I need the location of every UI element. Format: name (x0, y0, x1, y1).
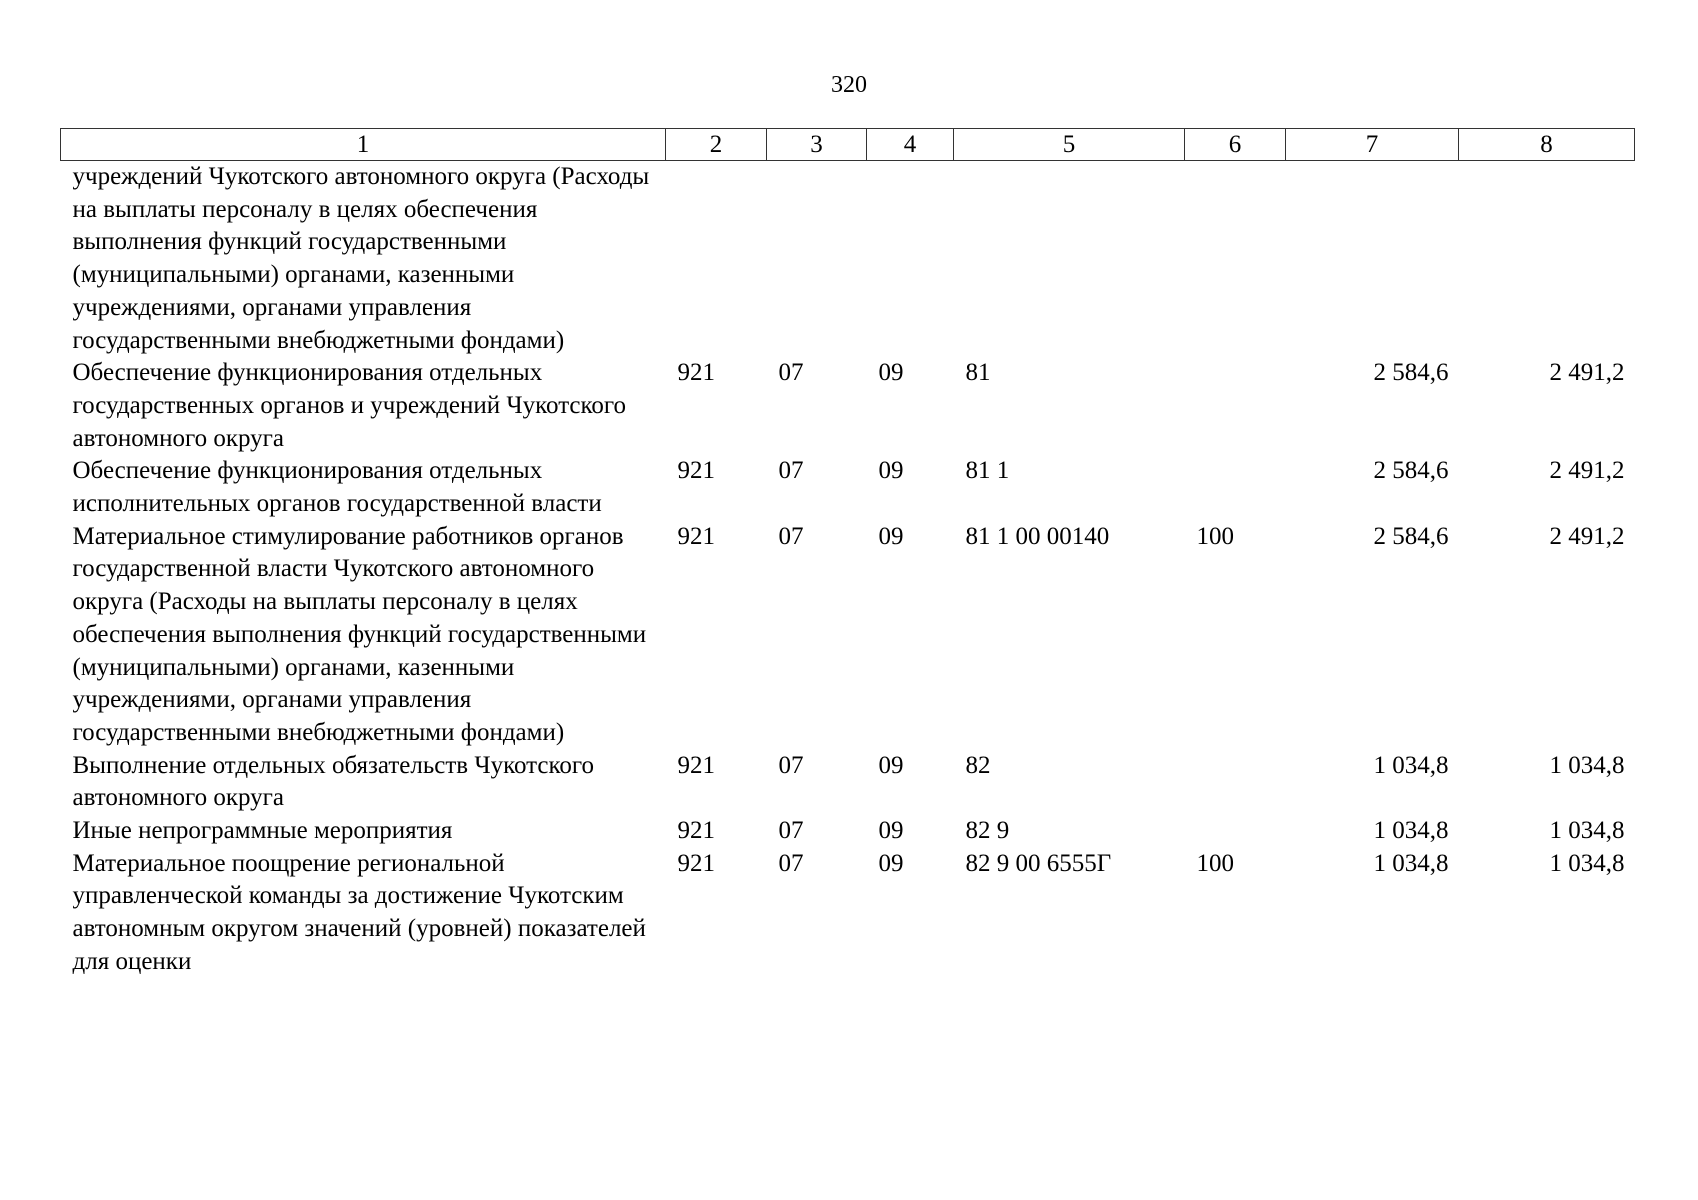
row-name: Обеспечение функционирования отдельных исполнительных органов государственной власти (72, 457, 602, 518)
cell-section (767, 161, 867, 358)
cell-amount-col7: 1 034,8 (1373, 817, 1449, 845)
cell-admin-code: 921 (677, 457, 715, 485)
cell-admin-code (666, 161, 767, 358)
table-header (61, 129, 1635, 161)
cell-target-article: 81 1 00 00140 (965, 522, 1110, 550)
cell-target-article: 81 (965, 359, 991, 387)
cell-subsection: 09 (878, 359, 904, 387)
table-row (61, 161, 1635, 358)
budget-table (60, 128, 1635, 979)
cell-section: 07 (778, 849, 804, 877)
column-header-8: 8 (1459, 129, 1635, 161)
cell-amount-col7: 2 584,6 (1373, 359, 1449, 387)
cell-amount-col7: 2 584,6 (1373, 522, 1449, 550)
row-name: учреждений Чукотского автономного округа (Расходы на выплаты персоналу в целях обеспечения выполнения функций государственными (муниципальными) органами, казенными учреждениями, органами управления государственными внебюджетными фондами) (72, 163, 650, 354)
cell-expense-type (1185, 455, 1286, 520)
cell-amount-col8: 2 491,2 (1549, 359, 1625, 387)
cell-target-article (954, 161, 1185, 358)
row-name: Иные непрограммные мероприятия (72, 817, 453, 845)
table-body (61, 161, 1635, 979)
cell-amount-col8 (1459, 161, 1635, 358)
row-name: Материальное стимулирование работников органов государственной власти Чукотского автономного округа (Расходы на выплаты персоналу в целях обеспечения выполнения функций государственными (муниципальными) органами, казенными учреждениями, органами управления государственными внебюджетными фондами) (72, 522, 647, 746)
table-row (61, 455, 1635, 520)
table-row (61, 750, 1635, 815)
header-row (61, 129, 1635, 161)
page-number: 320 (831, 72, 867, 98)
row-name: Выполнение отдельных обязательств Чукотского автономного округа (72, 751, 594, 812)
cell-amount-col8: 2 491,2 (1549, 522, 1625, 550)
table-row (61, 815, 1635, 848)
cell-section: 07 (778, 457, 804, 485)
cell-section: 07 (778, 751, 804, 779)
cell-admin-code: 921 (677, 522, 715, 550)
cell-admin-code: 921 (677, 817, 715, 845)
cell-target-article: 82 9 (965, 817, 1010, 845)
cell-subsection: 09 (878, 522, 904, 550)
column-header-7: 7 (1286, 129, 1459, 161)
table-row (61, 848, 1635, 979)
cell-amount-col8: 1 034,8 (1549, 817, 1625, 845)
column-header-2: 2 (666, 129, 767, 161)
cell-amount-col7 (1286, 161, 1459, 358)
cell-expense-type (1185, 357, 1286, 455)
cell-expense-type: 100 (1196, 849, 1234, 877)
cell-admin-code: 921 (677, 751, 715, 779)
row-name: Материальное поощрение региональной управленческой команды за достижение Чукотским автономным округом значений (уровней) показателей для оценки (72, 849, 646, 975)
cell-amount-col8: 1 034,8 (1549, 751, 1625, 779)
cell-expense-type (1185, 750, 1286, 815)
cell-target-article: 81 1 (965, 457, 1010, 485)
row-name: Обеспечение функционирования отдельных государственных органов и учреждений Чукотского автономного округа (72, 359, 627, 452)
column-header-5: 5 (954, 129, 1185, 161)
cell-admin-code: 921 (677, 849, 715, 877)
column-header-6: 6 (1185, 129, 1286, 161)
table-row (61, 357, 1635, 455)
column-header-4: 4 (867, 129, 954, 161)
cell-admin-code: 921 (677, 359, 715, 387)
cell-subsection: 09 (878, 817, 904, 845)
cell-subsection (867, 161, 954, 358)
column-header-1: 1 (61, 129, 666, 161)
cell-target-article: 82 9 00 6555Г (965, 849, 1112, 877)
cell-section: 07 (778, 522, 804, 550)
cell-amount-col7: 1 034,8 (1373, 849, 1449, 877)
cell-amount-col8: 1 034,8 (1549, 849, 1625, 877)
cell-section: 07 (778, 359, 804, 387)
cell-expense-type: 100 (1196, 522, 1234, 550)
cell-amount-col7: 1 034,8 (1373, 751, 1449, 779)
cell-subsection: 09 (878, 751, 904, 779)
cell-expense-type (1185, 161, 1286, 358)
cell-expense-type (1185, 815, 1286, 848)
cell-subsection: 09 (878, 457, 904, 485)
cell-target-article: 82 (965, 751, 991, 779)
column-header-3: 3 (767, 129, 867, 161)
cell-subsection: 09 (878, 849, 904, 877)
cell-amount-col7: 2 584,6 (1373, 457, 1449, 485)
table-row (61, 521, 1635, 750)
cell-amount-col8: 2 491,2 (1549, 457, 1625, 485)
cell-section: 07 (778, 817, 804, 845)
